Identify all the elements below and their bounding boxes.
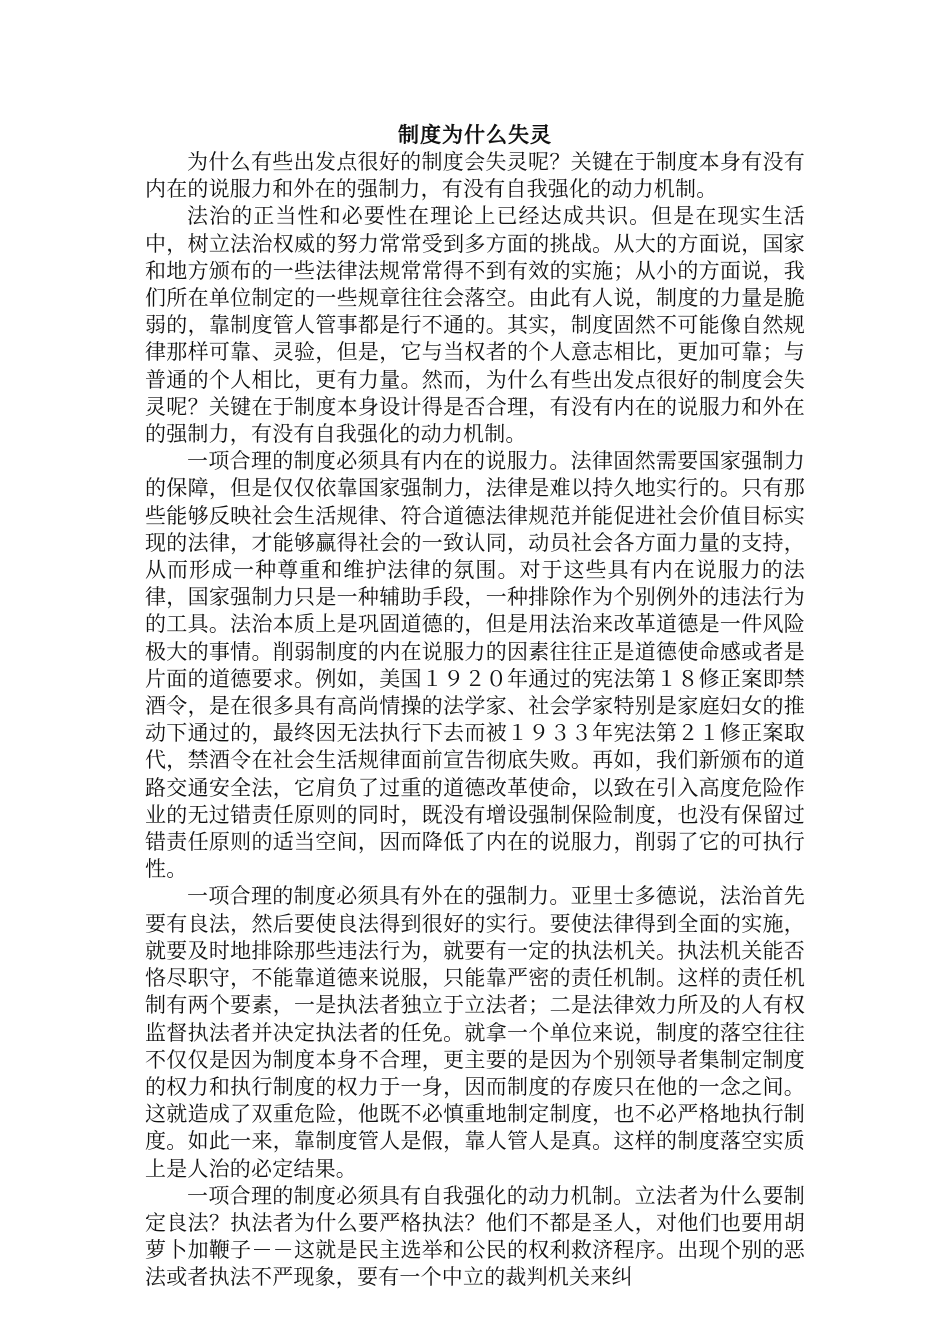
paragraph-3: 一项合理的制度必须具有内在的说服力。法律固然需要国家强制力的保障，但是仅仅依靠国家强制力，法律是难以持久地实行的。只有那些能够反映社会生活规律、符合道德法律规范并能促进社会价值目标实现的法律，才能够赢得社会的一致认同，动员社会各方面力量的支持，从而形成一种尊重和维护法律的氛围。对于这些具有内在说服力的法律，国家强制力只是一种辅助手段，一种排除作为个别例外的违法行为的工具。法治本质上是巩固道德的，但是用法治来改革道德是一件风险极大的事情。削弱制度的内在说服力的因素往往正是道德使命感或者是片面的道德要求。例如，美国１９２０年通过的宪法第１８修正案即禁酒令，是在很多具有高尚情操的法学家、社会学家特别是家庭妇女的推动下通过的，最终因无法执行下去而被１９３３年宪法第２１修正案取代，禁酒令在社会生活规律面前宣告彻底失败。再如，我们新颁布的道路交通安全法，它肩负了过重的道德改革使命，以致在引入高度危险作业的无过错责任原则的同时，既没有增设强制保险制度，也没有保留过错责任原则的适当空间，因而降低了内在的说服力，削弱了它的可执行性。 xyxy=(145,449,805,882)
paragraph-2: 法治的正当性和必要性在理论上已经达成共识。但是在现实生活中，树立法治权威的努力常常受到多方面的挑战。从大的方面说，国家和地方颁布的一些法律法规常常得不到有效的实施；从小的方面说，我们所在单位制定的一些规章往往会落空。由此有人说，制度的力量是脆弱的，靠制度管人管事都是行不通的。其实，制度固然不可能像自然规律那样可靠、灵验，但是，它与当权者的个人意志相比，更加可靠；与普通的个人相比，更有力量。然而，为什么有些出发点很好的制度会失灵呢？关键在于制度本身设计得是否合理，有没有内在的说服力和外在的强制力，有没有自我强化的动力机制。 xyxy=(145,204,805,447)
paragraph-5: 一项合理的制度必须具有自我强化的动力机制。立法者为什么要制定良法？执法者为什么要严格执法？他们不都是圣人，对他们也要用胡萝卜加鞭子－－这就是民主选举和公民的权利救济程序。出现个别的恶法或者执法不严现象，要有一个中立的裁判机关来纠 xyxy=(145,1183,805,1290)
paragraph-1: 为什么有些出发点很好的制度会失灵呢？关键在于制度本身有没有内在的说服力和外在的强制力，有没有自我强化的动力机制。 xyxy=(145,150,805,202)
document-body xyxy=(145,122,805,1292)
paragraph-4: 一项合理的制度必须具有外在的强制力。亚里士多德说，法治首先要有良法，然后要使良法得到很好的实行。要使法律得到全面的实施，就要及时地排除那些违法行为，就要有一定的执法机关。执法机关能否恪尽职守，不能靠道德来说服，只能靠严密的责任机制。这样的责任机制有两个要素，一是执法者独立于立法者；二是法律效力所及的人有权监督执法者并决定执法者的任免。就拿一个单位来说，制度的落空往往不仅仅是因为制度本身不合理，更主要的是因为个别领导者集制定制度的权力和执行制度的权力于一身，因而制度的存废只在他的一念之间。这就造成了双重危险，他既不必慎重地制定制度，也不必严格地执行制度。如此一来，靠制度管人是假，靠人管人是真。这样的制度落空实质上是人治的必定结果。 xyxy=(145,884,805,1181)
document-title: 制度为什么失灵 xyxy=(398,123,552,147)
